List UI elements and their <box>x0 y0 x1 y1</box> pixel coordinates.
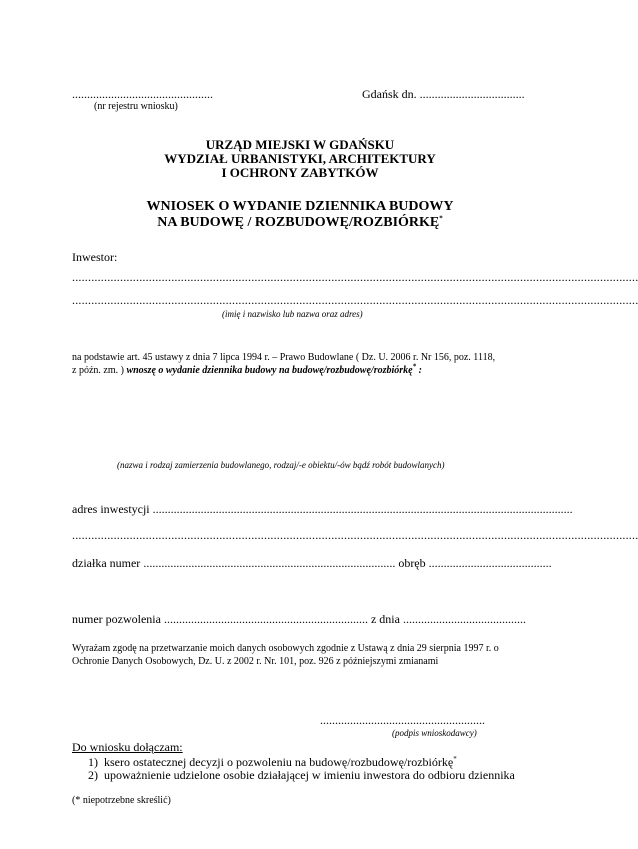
registry-number-label: (nr rejestru wniosku) <box>94 101 178 112</box>
signature-label: (podpis wnioskodawcy) <box>392 728 477 738</box>
investor-line-1[interactable]: ................................................................................................................................................................................. <box>72 270 638 284</box>
form-title-line-2-text: NA BUDOWĘ / ROZBUDOWĘ/ROZBIÓRKĘ <box>157 215 440 230</box>
legal-basis-plain: z późn. zm. ) <box>72 365 124 376</box>
legal-basis-line-2 <box>72 362 422 376</box>
plot-number-field[interactable]: .................................................................................... <box>140 556 396 570</box>
registry-number-dots: ............................................... <box>72 87 213 101</box>
investor-hint: (imię i nazwisko lub nazwa oraz adres) <box>222 309 363 319</box>
attachment-number: 2) <box>88 768 98 782</box>
footnote-mark: * <box>439 214 443 223</box>
form-title-line-2 <box>0 215 600 230</box>
plot-row <box>72 556 552 571</box>
legal-basis-colon: : <box>418 365 422 376</box>
attachment-number: 1) <box>88 755 98 769</box>
project-description-hint: (nazwa i rodzaj zamierzenia budowlanego, rodzaj/-e obiektu/-ów bądź robót budowlanych) <box>117 460 445 470</box>
attachment-text: upoważnienie udzielone osobie działającej w imieniu inwestora do odbioru dziennika <box>104 768 515 782</box>
plot-number-label: działka numer <box>72 556 141 570</box>
footnote: (* niepotrzebne skreślić) <box>72 795 171 806</box>
footnote-mark: * <box>412 362 417 371</box>
permit-date-field[interactable]: ......................................... <box>399 612 526 626</box>
legal-basis-request <box>126 362 422 376</box>
investment-address-line-2[interactable]: ................................................................................................................................................................................. <box>72 528 638 542</box>
investment-address-row <box>72 502 573 517</box>
investor-line-2[interactable]: ................................................................................................................................................................................. <box>72 293 638 307</box>
office-line-1: URZĄD MIEJSKI W GDAŃSKU <box>205 137 395 152</box>
investment-address-field[interactable]: ............................................................................................................................................ <box>149 502 573 516</box>
city-date: Gdańsk dn. ................................... <box>362 87 525 101</box>
legal-basis-line-1: na podstawie art. 45 ustawy z dnia 7 lipca 1994 r. – Prawo Budowlane ( Dz. U. 2006 r. Nr 156, poz. 1118, <box>72 352 496 363</box>
legal-basis-request-text: wnoszę o wydanie dziennika budowy na budowę/rozbudowę/rozbiórkę <box>126 365 413 376</box>
office-line-2: WYDZIAŁ URBANISTYKI, ARCHITEKTURY <box>164 151 436 166</box>
attachment-text: ksero ostatecznej decyzji o pozwoleniu na budowę/rozbudowę/rozbiórkę <box>104 755 454 769</box>
attachment-item <box>88 768 515 783</box>
consent-line-2: Ochronie Danych Osobowych, Dz. U. z 2002 r. Nr. 101, poz. 926 z późniejszymi zmianami <box>72 656 439 667</box>
precinct-label: obręb <box>398 556 426 570</box>
signature-dots[interactable]: ....................................................... <box>320 713 485 727</box>
form-title-line-1: WNIOSEK O WYDANIE DZIENNIKA BUDOWY <box>146 199 454 214</box>
attachments-title: Do wniosku dołączam: <box>72 740 183 754</box>
precinct-field[interactable]: ......................................... <box>425 556 552 570</box>
footnote-mark: * <box>453 755 457 763</box>
permit-number-field[interactable]: .................................................................... <box>160 612 368 626</box>
investor-label: Inwestor: <box>72 250 118 264</box>
office-line-3: I OCHRONY ZABYTKÓW <box>221 165 379 180</box>
investment-address-label: adres inwestycji <box>72 502 150 516</box>
permit-number-label: numer pozwolenia <box>72 612 161 626</box>
permit-row <box>72 612 526 627</box>
permit-date-label: z dnia <box>370 612 400 626</box>
consent-line-1: Wyrażam zgodę na przetwarzanie moich danych osobowych zgodnie z Ustawą z dnia 29 sierpnia 1997 r. o <box>72 643 499 654</box>
